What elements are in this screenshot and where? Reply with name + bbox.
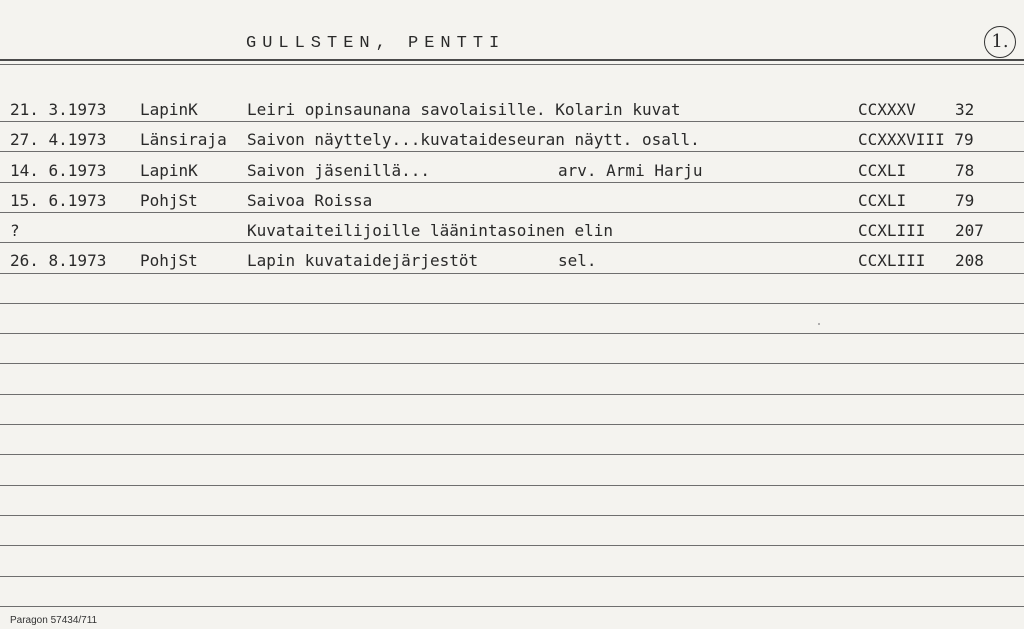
entry-volume: CCXLIII [858,251,926,271]
entry-page: 78 [955,160,975,180]
page-number-circle: 1. [984,26,1016,58]
entry-date: 26. 8.1973 [10,251,107,271]
entry-page: 79 [955,190,975,210]
entry-date: 27. 4.1973 [10,130,107,150]
ruled-line [0,606,1024,607]
entry-volume: CCXLI [858,160,907,180]
ruled-line [0,454,1024,455]
entry-description: Saivoa Roissa [247,190,373,210]
ruled-line [0,182,1024,183]
ruled-line [0,485,1024,486]
ruled-line [0,273,1024,274]
entry-date: 15. 6.1973 [10,190,107,210]
entry-source: PohjSt [140,251,198,271]
ruled-line [0,363,1024,364]
ruled-line [0,242,1024,243]
entry-date: ? [10,221,20,241]
entry-description: Lapin kuvataidejärjestöt [247,251,479,271]
card-footer: Paragon 57434/711 [10,615,98,626]
entry-volume-page: CCXXXVIII 79 [858,130,974,150]
ruled-line [0,515,1024,516]
entry-date: 14. 6.1973 [10,160,107,180]
entry-note: sel. [558,251,597,271]
entry-description: Leiri opinsaunana savolaisille. Kolarin kuvat [247,100,681,119]
entry-volume: CCXXXV [858,100,916,119]
ruled-line [0,576,1024,577]
entry-source: LapinK [140,160,198,180]
ruled-line [0,545,1024,546]
entry-note: arv. Armi Harju [558,160,703,180]
entry-page: 207 [955,221,984,241]
entry-source: LapinK [140,100,198,119]
paper-speck [818,323,820,325]
card-title: GULLSTEN, PENTTI [246,34,506,53]
entry-description: Saivon jäsenillä... [247,160,431,180]
ruled-line [0,303,1024,304]
header-rule-2 [0,64,1024,65]
ruled-line [0,424,1024,425]
ruled-line [0,333,1024,334]
ruled-line [0,212,1024,213]
entry-source: PohjSt [140,190,198,210]
entries-list [0,96,1024,278]
ruled-line [0,394,1024,395]
entry-description: Kuvataiteilijoille läänintasoinen elin [247,221,614,241]
ruled-line [0,151,1024,152]
entry-source: Länsiraja [140,130,227,150]
entry-volume: CCXLI [858,190,907,210]
entry-page: 32 [955,100,975,119]
entry-volume: CCXLIII [858,221,926,241]
entry-description: Saivon näyttely...kuvataideseuran näytt. osall. [247,130,700,150]
header-rule [0,59,1024,61]
ruled-line [0,121,1024,122]
entry-date: 21. 3.1973 [10,100,107,119]
entry-page: 208 [955,251,984,271]
